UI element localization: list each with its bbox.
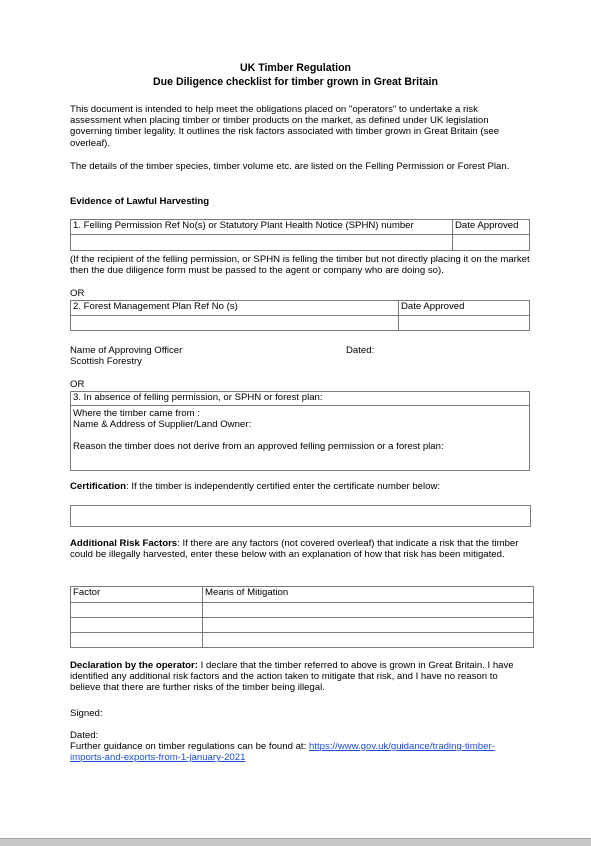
approving-officer-label: Name of Approving Officer (70, 345, 183, 356)
declaration-heading: Declaration by the operator: (70, 660, 198, 671)
risk-factor-cell[interactable] (71, 618, 203, 633)
dated-label-2: Dated: (70, 730, 99, 741)
felling-permission-table (70, 219, 530, 251)
felling-ref-label: 1. Felling Permission Ref No(s) or Statutory Plant Health Notice (SPHN) number (71, 220, 453, 235)
risk-mitigation-cell[interactable] (203, 618, 534, 633)
guidance-paragraph (70, 741, 540, 763)
certificate-number-field[interactable] (70, 505, 531, 527)
no-permission-field[interactable] (71, 406, 530, 471)
approving-officer-org: Scottish Forestry (70, 356, 142, 367)
no-permission-header: 3. In absence of felling permission, or SPHN or forest plan: (71, 392, 530, 406)
felling-date-label: Date Approved (453, 220, 530, 235)
or-label-2: OR (70, 379, 85, 390)
felling-note: (If the recipient of the felling permission, or SPHN is felling the timber but not directly placing it on the market then the due diligence form must be passed to the agent or company who are doing so). (70, 254, 530, 277)
risk-col-mitigation: Means of Mitigation (203, 587, 534, 603)
intro-paragraph: This document is intended to help meet the obligations placed on "operators" to undertake a risk assessment when placing timber or timber products on the market, as defined under UK legislation governing timber legality. It outlines the risk factors associated with timber grown in Great Britain (see overleaf). (70, 104, 500, 149)
risk-paragraph (70, 538, 530, 560)
guidance-text: Further guidance on timber regulations can be found at: (70, 741, 309, 752)
reason-label: Reason the timber does not derive from an approved felling permission or a forest plan: (73, 441, 444, 452)
where-label: Where the timber came from : (73, 408, 200, 419)
forest-plan-table (70, 300, 530, 331)
or-label-1: OR (70, 288, 85, 299)
dated-label-1: Dated: (346, 345, 375, 356)
risk-factor-cell[interactable] (71, 633, 203, 648)
risk-text: : If there are any factors (not covered overleaf) that indicate a risk that the timber could be illegally harvested, enter these below with an explanation of how that risk has been mitigated. (70, 538, 519, 561)
no-permission-table (70, 391, 530, 471)
forest-plan-ref-field[interactable] (71, 316, 399, 331)
document-title: UK Timber Regulation (239, 62, 352, 74)
felling-date-field[interactable] (453, 235, 530, 251)
certification-paragraph (70, 481, 540, 492)
risk-mitigation-cell[interactable] (203, 633, 534, 648)
forest-plan-ref-label: 2. Forest Management Plan Ref No (s) (71, 301, 399, 316)
certification-text: : If the timber is independently certified enter the certificate number below: (125, 481, 441, 492)
forest-plan-date-label: Date Approved (399, 301, 530, 316)
supplier-label: Name & Address of Supplier/Land Owner: (73, 419, 252, 430)
risk-mitigation-cell[interactable] (203, 603, 534, 618)
risk-factor-cell[interactable] (71, 603, 203, 618)
felling-ref-field[interactable] (71, 235, 453, 251)
guidance-link-continued[interactable]: imports-and-exports-from-1-january-2021 (70, 752, 246, 764)
certification-heading: Certification (70, 481, 126, 492)
risk-heading: Additional Risk Factors (70, 538, 178, 549)
guidance-link[interactable]: https://www.gov.uk/guidance/trading-timber- (308, 741, 495, 752)
declaration-text: I declare that the timber referred to above is grown in Great Britain. I have identified any additional risk factors and the action taken to mitigate that risk, and I have no reason to believe that there are further risks of the timber being illegal. (70, 660, 514, 694)
evidence-heading: Evidence of Lawful Harvesting (70, 196, 210, 207)
signed-label: Signed: (70, 708, 103, 719)
details-paragraph: The details of the timber species, timber volume etc. are listed on the Felling Permission or Forest Plan. (70, 161, 510, 172)
risk-col-factor: Factor (71, 587, 203, 603)
declaration-paragraph (70, 660, 530, 694)
risk-factors-table (70, 586, 534, 648)
document-subtitle: Due Diligence checklist for timber grown in Great Britain (153, 76, 438, 88)
forest-plan-date-field[interactable] (399, 316, 530, 331)
